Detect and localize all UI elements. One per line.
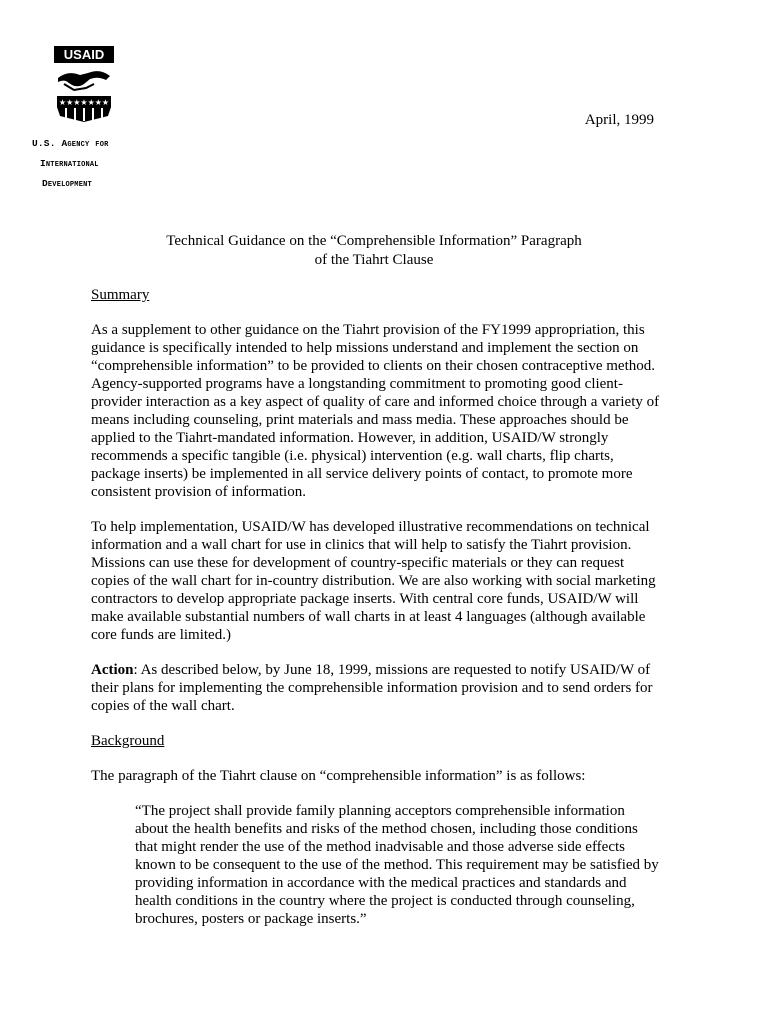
action-text: : As described below, by June 18, 1999, missions are requested to notify USAID/W of their plans for implementing the comprehensible information provision and to send orders for copies of the wall chart. bbox=[91, 662, 653, 714]
summary-paragraph-1: As a supplement to other guidance on the Tiahrt provision of the FY1999 appropriation, this guidance is specifically intended to help missions understand and implement the section on “comprehensible information” to be provided to clients on their chosen contraceptive method. Agency-supported programs have a longstanding commitment to promoting good client-provider interaction as a key aspect of quality of care and informed choice through a variety of means including counseling, print materials and mass media. These approaches should be applied to the Tiahrt-mandated information. However, in addition, USAID/W strongly recommends a specific tangible (i.e. physical) intervention (e.g. wall charts, flip charts, package inserts) be implemented in all service delivery points of contact, to promote more consistent provision of information. bbox=[91, 322, 660, 500]
agency-line-1: U.S. Agency for bbox=[32, 138, 109, 149]
action-paragraph bbox=[91, 661, 663, 715]
usaid-seal-graphic bbox=[50, 44, 118, 136]
tiahrt-quote: “The project shall provide family planning acceptors comprehensible information about the health benefits and risks of the method chosen, including those conditions that might render the use of the method inadvisable and those adverse side effects known to be consequent to the use of the method. This requirement may be satisfied by providing information in accordance with the medical practices and standards and health conditions in the country where the project is conducted through counseling, brochures, posters or package inserts.” bbox=[135, 803, 659, 927]
document-title bbox=[90, 232, 658, 270]
document-body bbox=[91, 286, 663, 928]
agency-name bbox=[32, 134, 109, 194]
usaid-logo bbox=[50, 44, 118, 136]
summary-paragraph-2: To help implementation, USAID/W has developed illustrative recommendations on technical information and a wall chart for use in clinics that will help to satisfy the Tiahrt provision. Missions can use these for development of country-specific materials or they can request copies of the wall chart for in-country distribution. We are also working with social marketing contractors to develop appropriate package inserts. With central core funds, USAID/W will make available substantial numbers of wall charts in at least 4 languages (although available core funds are limited.) bbox=[91, 519, 656, 643]
title-line-1: Technical Guidance on the “Comprehensible Information” Paragraph bbox=[166, 233, 582, 249]
agency-line-3: Development bbox=[42, 178, 92, 189]
background-heading: Background bbox=[91, 733, 165, 749]
logo-wordmark: USAID bbox=[63, 47, 105, 62]
logo-stars: ★★★★★★★ bbox=[58, 98, 110, 107]
document-date: April, 1999 bbox=[584, 112, 654, 128]
background-intro: The paragraph of the Tiahrt clause on “comprehensible information” is as follows: bbox=[91, 768, 586, 784]
action-label: Action bbox=[91, 662, 134, 678]
summary-heading: Summary bbox=[91, 287, 150, 303]
agency-line-2: International bbox=[40, 158, 99, 169]
title-line-2: of the Tiahrt Clause bbox=[314, 252, 434, 268]
